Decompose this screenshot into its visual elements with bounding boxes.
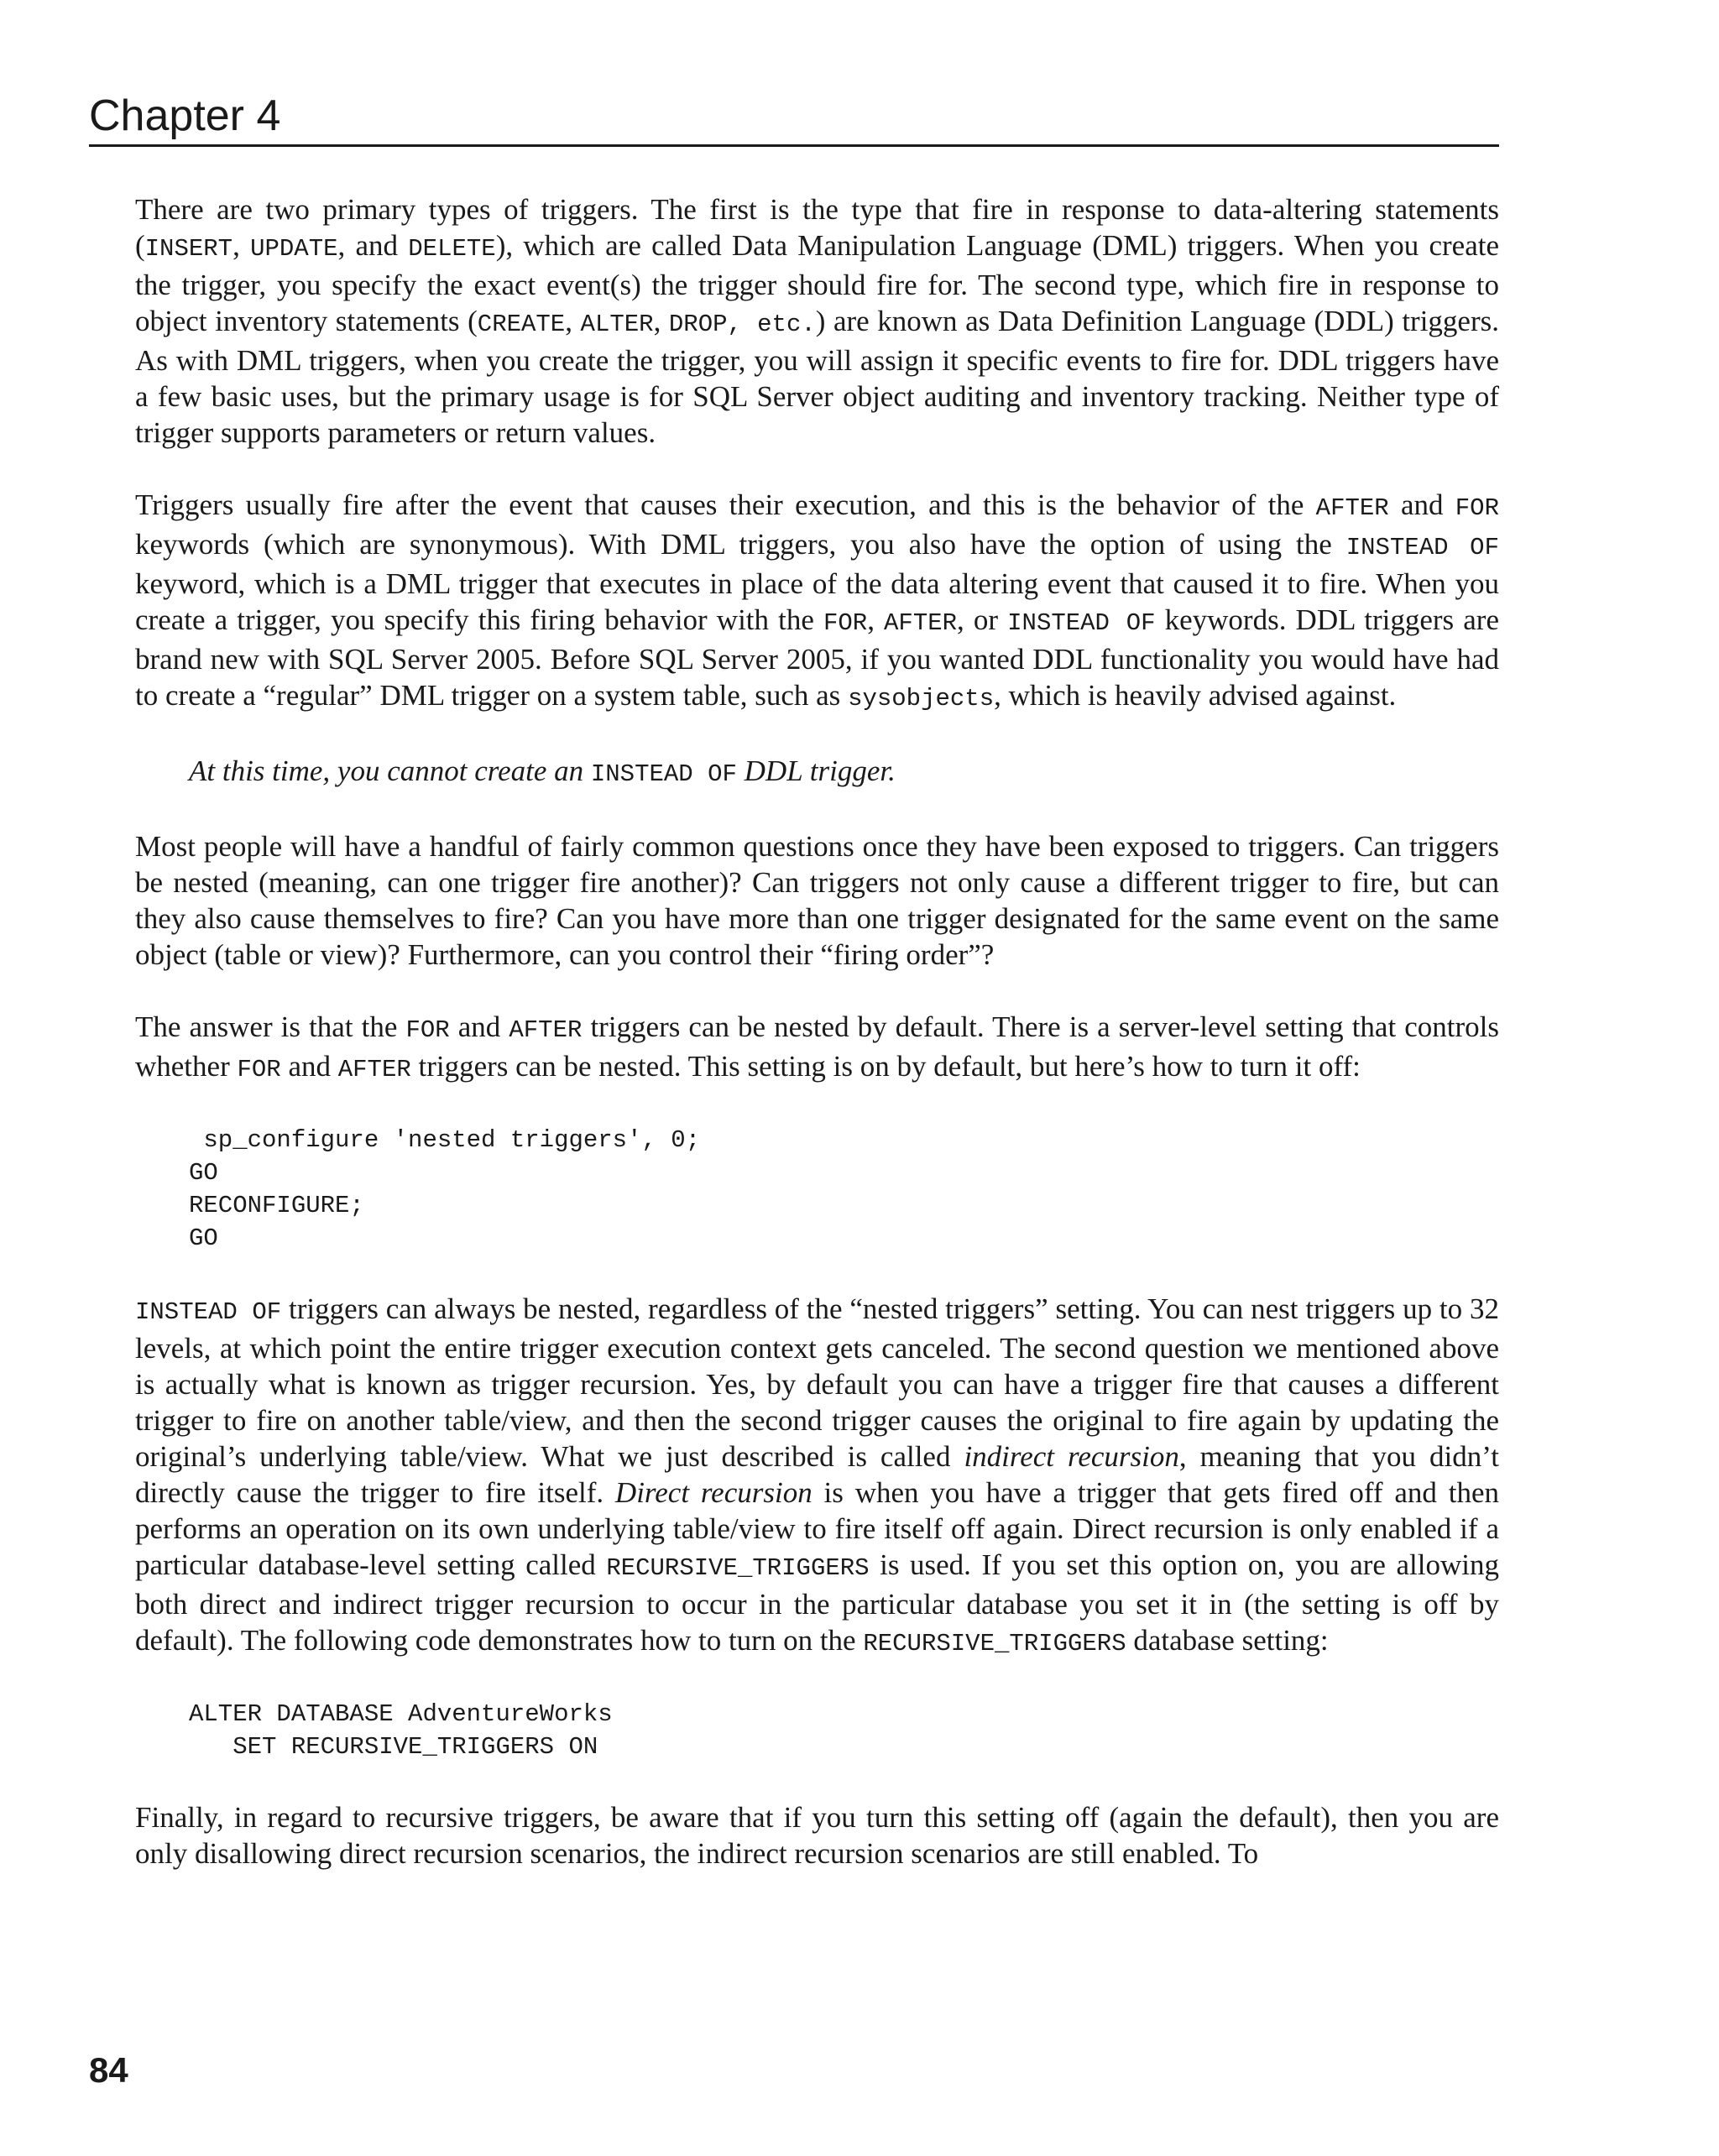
paragraph-recursion: INSTEAD OF triggers can always be nested, regardless of the “nested triggers” setting. You can nest triggers up to 32 levels, at which point the entire trigger execution context gets canceled. The second question we mentioned above is actually what is known as trigger recursion. Yes, by default you can have a trigger fire that causes a different trigger to fire on another table/view, and then the second trigger causes the original to fire again by updating the original’s underlying table/view. What we just described is called indirect recursion, meaning that you didn’t directly cause the trigger to fire itself. Direct recursion is when you have a trigger that gets fired off and then performs an operation on its own underlying table/view to fire itself off again. Direct recursion is only enabled if a particular database-level setting called RECURSIVE_TRIGGERS is used. If you set this option on, you are allowing both direct and indirect trigger recursion to occur in the particular database you set it in (the setting is off by default). The following code demonstrates how to turn on the RECURSIVE_TRIGGERS database setting: xyxy=(135,1292,1499,1657)
code-instead-of: INSTEAD OF xyxy=(1345,534,1499,561)
code-instead-of: INSTEAD OF xyxy=(590,760,737,788)
code-block-recursive-triggers xyxy=(189,1698,1499,1763)
code-instead-of: INSTEAD OF xyxy=(1007,609,1156,637)
code-block-nested-triggers xyxy=(189,1124,1499,1255)
code-line: SET RECURSIVE_TRIGGERS ON xyxy=(189,1733,598,1761)
code-for: FOR xyxy=(237,1056,281,1083)
body-text xyxy=(135,191,1499,1871)
code-alter: ALTER xyxy=(580,311,654,338)
term-direct-recursion: Direct recursion xyxy=(614,1476,812,1509)
page-header xyxy=(89,87,1499,147)
paragraph-firing-behavior: Triggers usually fire after the event that causes their execution, and this is the behavior of the AFTER and FOR keywords (which are synonymous). With DML triggers, you also have the option of using the INSTEAD OF keyword, which is a DML trigger that executes in place of the data altering event that caused it to fire. When you create a trigger, you specify this firing behavior with the FOR, AFTER, or INSTEAD OF keywords. DDL triggers are brand new with SQL Server 2005. Before SQL Server 2005, if you wanted DDL functionality you would have had to create a “regular” DML trigger on a system table, such as sysobjects, which is heavily advised against. xyxy=(135,488,1499,713)
code-create: CREATE xyxy=(477,311,566,338)
page-number: 84 xyxy=(89,2050,128,2090)
code-sysobjects: sysobjects xyxy=(848,685,995,713)
code-drop-etc: DROP, etc. xyxy=(668,311,816,338)
code-line: GO xyxy=(189,1224,218,1252)
code-insert: INSERT xyxy=(144,235,233,263)
paragraph-common-questions: Most people will have a handful of fairly common questions once they have been exposed to triggers. Can triggers be nested (meaning, can one trigger fire another)? Can triggers not only cause a different trigger to fire, but can they also cause themselves to fire? Can you have more than one trigger designated for the same event on the same object (table or view)? Furthermore, can you control their “firing order”? xyxy=(135,830,1499,971)
code-instead-of: INSTEAD OF xyxy=(135,1298,282,1326)
code-line: RECONFIGURE; xyxy=(189,1192,364,1219)
code-after: AFTER xyxy=(884,609,958,637)
code-for: FOR xyxy=(1455,494,1499,522)
code-after: AFTER xyxy=(509,1016,583,1044)
code-after: AFTER xyxy=(1315,494,1389,522)
chapter-title: Chapter 4 xyxy=(89,91,281,140)
code-line: GO xyxy=(189,1159,218,1187)
code-for: FOR xyxy=(405,1016,450,1044)
note-instead-of-ddl: At this time, you cannot create an INSTEAD OF DDL trigger. xyxy=(189,754,896,788)
code-update: UPDATE xyxy=(250,235,338,263)
code-line: sp_configure 'nested triggers', 0; xyxy=(189,1126,701,1154)
paragraph-trigger-types: There are two primary types of triggers. The first is the type that fire in response to data-altering statements (INSERT, UPDATE, and DELETE), which are called Data Manipulation Language (DML) triggers. When you create the trigger, you specify the exact event(s) the trigger should fire for. The second type, which fire in response to object inventory statements (CREATE, ALTER, DROP, etc.) are known as Data Definition Language (DDL) triggers. As with DML triggers, when you create the trigger, you will assign it specific events to fire for. DDL triggers have a few basic uses, but the primary usage is for SQL Server object auditing and inventory tracking. Neither type of trigger supports parameters or return values. xyxy=(135,193,1499,449)
paragraph-nesting-answer: The answer is that the FOR and AFTER triggers can be nested by default. There is a server-level setting that controls whether FOR and AFTER triggers can be nested. This setting is on by default, but here’s how to turn it off: xyxy=(135,1010,1499,1083)
code-recursive-triggers: RECURSIVE_TRIGGERS xyxy=(863,1630,1126,1657)
code-line: ALTER DATABASE AdventureWorks xyxy=(189,1700,613,1728)
code-delete: DELETE xyxy=(408,235,496,263)
code-for: FOR xyxy=(823,609,868,637)
paragraph-recursion-caveat: Finally, in regard to recursive triggers, be aware that if you turn this setting off (again the default), then you are only disallowing direct recursion scenarios, the indirect recursion scenarios are still enabled. To xyxy=(135,1801,1499,1870)
code-after: AFTER xyxy=(337,1056,411,1083)
term-indirect-recursion: indirect recursion xyxy=(964,1440,1179,1473)
code-recursive-triggers: RECURSIVE_TRIGGERS xyxy=(606,1554,870,1582)
